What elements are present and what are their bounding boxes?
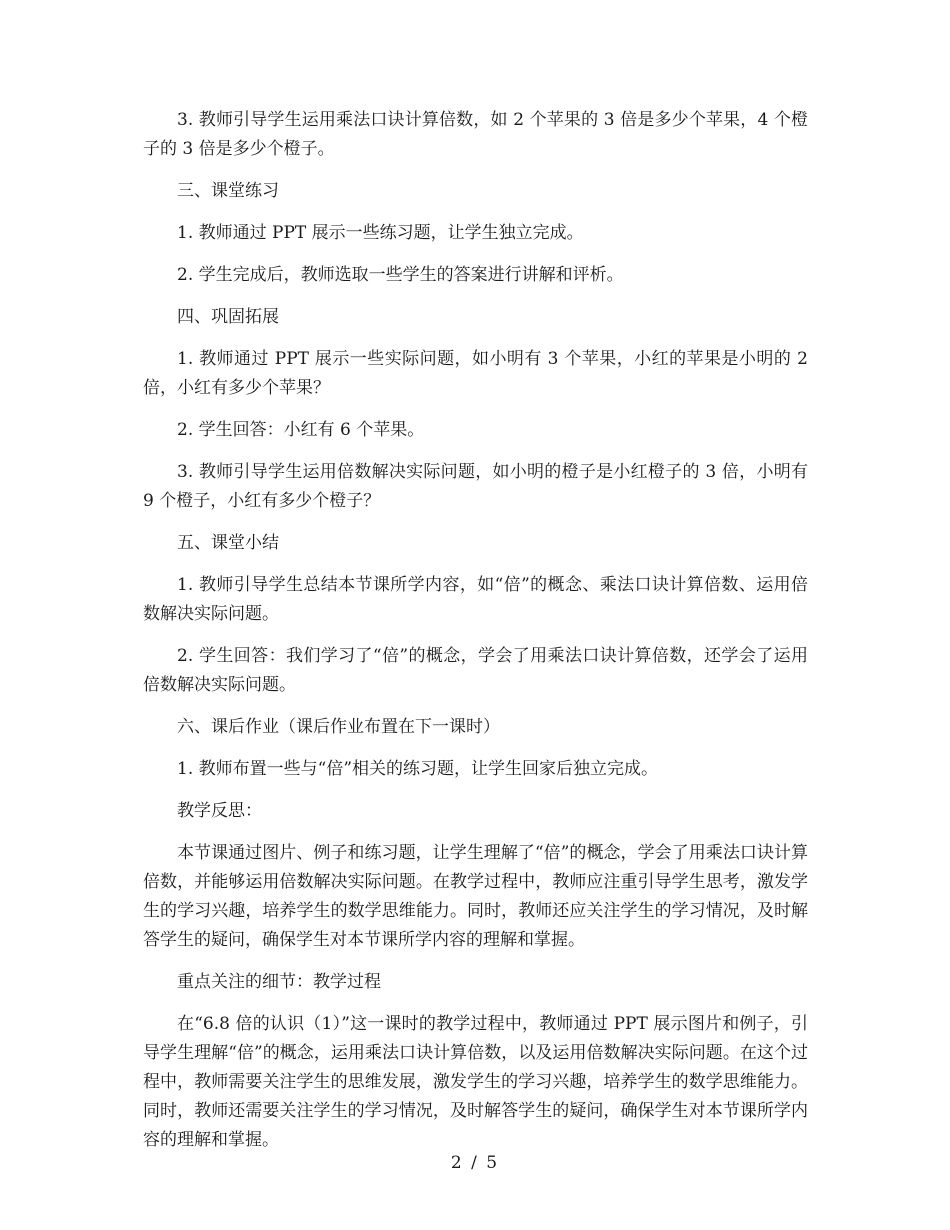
section-heading-summary: 五、课堂小结	[177, 533, 279, 553]
paragraph-practice-1: 1. 教师通过 PPT 展示一些练习题，让学生独立完成。	[177, 223, 584, 243]
paragraph-practice-2: 2. 学生完成后，教师选取一些学生的答案进行讲解和评析。	[177, 265, 624, 285]
document-body	[143, 106, 808, 1168]
section-heading-homework: 六、课后作业（课后作业布置在下一课时）	[177, 717, 500, 737]
paragraph-consolidation-1: 1. 教师通过 PPT 展示一些实际问题，如小明有 3 个苹果，小红的苹果是小明的 2 倍，小红有多少个苹果？	[143, 349, 808, 398]
paragraph-consolidation-2: 2. 学生回答：小红有 6 个苹果。	[177, 420, 425, 440]
page-number: 2 / 5	[450, 1153, 500, 1173]
paragraph-summary-1: 1. 教师引导学生总结本节课所学内容，如“倍”的概念、乘法口诀计算倍数、运用倍数解决实际问题。	[143, 575, 808, 624]
paragraph-homework-1: 1. 教师布置一些与“倍”相关的练习题，让学生回家后独立完成。	[177, 759, 659, 779]
section-heading-focus-details: 重点关注的细节：教学过程	[177, 972, 381, 992]
paragraph-consolidation-3: 3. 教师引导学生运用倍数解决实际问题，如小明的橙子是小红橙子的 3 倍，小明有 9 个橙子，小红有多少个橙子？	[143, 462, 808, 511]
paragraph-step-3-multiplication: 3. 教师引导学生运用乘法口诀计算倍数，如 2 个苹果的 3 倍是多少个苹果，4 个橙子的 3 倍是多少个橙子。	[143, 110, 808, 159]
paragraph-focus-details: 在“6.8 倍的认识（1）”这一课时的教学过程中，教师通过 PPT 展示图片和例子，引导学生理解“倍”的概念，运用乘法口诀计算倍数，以及运用倍数解决实际问题。在这个过程中，教师需要关注学生的思维发展，激发学生的学习兴趣，培养学生的数学思维能力。同时，教师还需要关注学生的学习情况，及时解答学生的疑问，确保学生对本节课所学内容的理解和掌握。	[143, 1014, 808, 1150]
section-heading-consolidation: 四、巩固拓展	[177, 307, 279, 327]
paragraph-summary-2: 2. 学生回答：我们学习了“倍”的概念，学会了用乘法口诀计算倍数，还学会了运用倍数解决实际问题。	[143, 646, 808, 695]
section-heading-reflection: 教学反思：	[177, 801, 262, 821]
section-heading-classroom-practice: 三、课堂练习	[177, 181, 279, 201]
paragraph-reflection: 本节课通过图片、例子和练习题，让学生理解了“倍”的概念，学会了用乘法口诀计算倍数，并能够运用倍数解决实际问题。在教学过程中，教师应注重引导学生思考，激发学生的学习兴趣，培养学生的数学思维能力。同时，教师还应关注学生的学习情况，及时解答学生的疑问，确保学生对本节课所学内容的理解和掌握。	[143, 843, 808, 950]
